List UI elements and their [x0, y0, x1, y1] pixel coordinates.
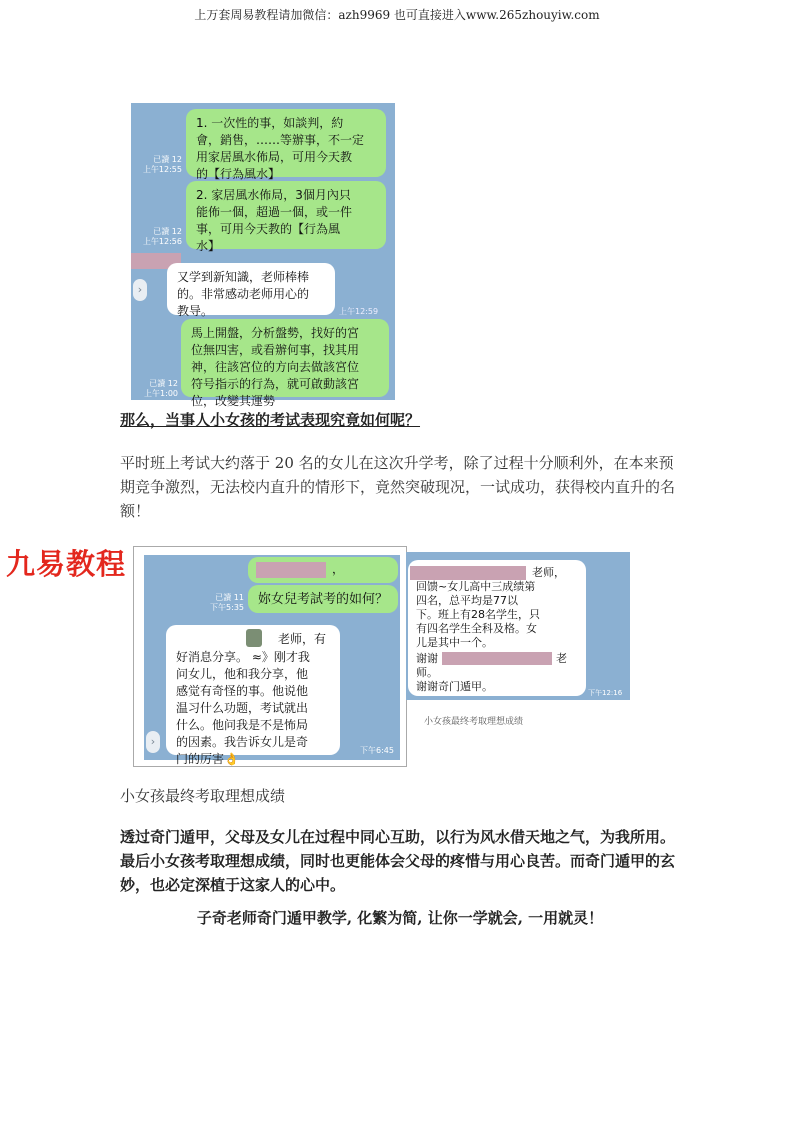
image-caption: 小女孩最终考取理想成绩 — [120, 787, 286, 805]
chat-bubble-4: 馬上開盤，分析盤勢，找好的宮 位無四害，或看辦何事，找其用 神，往該宮位的方向去做該宮位 符号指示的行為，就可啟動該宮 位，改變其運勢 — [181, 319, 389, 397]
paragraph-2: 透过奇门遁甲，父母及女儿在过程中同心互助，以行为风水借天地之气，为我所用。最后小女孩考取理想成绩，同时也更能体会父母的疼惜与用心良苦。而奇门遁甲的玄妙，也必定深植于这家人的心中。 — [120, 828, 676, 894]
chat-bubble-3: 又学到新知識，老师棒棒 的。非常感动老师用心的 教导。 — [167, 263, 335, 315]
read-receipt-2: 已讀 12 上午12:56 — [142, 227, 182, 246]
scroll-arrow[interactable]: › — [133, 279, 147, 301]
redacted-name — [256, 562, 326, 578]
chat-screenshot-3 — [406, 552, 630, 700]
scroll-arrow[interactable]: › — [146, 731, 160, 753]
page-header: 上万套周易教程请加微信：azh9969 也可直接进入www.265zhouyiw.com — [194, 8, 600, 22]
message-time-1: 上午12:59 — [339, 307, 379, 316]
chat2-bubble-name: ， — [248, 557, 398, 583]
section-heading: 那么，当事人小女孩的考试表现究竟如何呢？ — [120, 411, 421, 429]
chat3-time: 下午12:16 — [588, 689, 623, 697]
slogan: 子奇老师奇门遁甲教学, 化繁为简, 让你一学就会, 一用就灵！ — [196, 909, 604, 927]
chat2-time: 下午6:45 — [360, 746, 394, 755]
avatar — [246, 629, 262, 647]
chat3-bubble: 老师， 回馈~女儿高中三成绩第 四名，总平均是77以 下。班上有28名学生，只 有四名学生全科及格。女 儿是其中一个。 谢谢 老 师。 谢谢奇门遁甲。 — [408, 560, 586, 696]
redacted-name — [442, 652, 552, 665]
chat2-read-receipt: 已讀 11 下午5:35 — [210, 593, 244, 612]
chat-bubble-1: 1. 一次性的事，如談判，約 會，銷售，……等辦事，不一定 用家居風水佈局，可用今天教 的【行為風水】 — [186, 109, 386, 177]
chat3-caption: 小女孩最终考取理想成绩 — [424, 717, 524, 727]
chat-bubble-2: 2. 家居風水佈局，3個月內只 能佈一個，超過一個，或一件 事，可用今天教的【行為風 水】 — [186, 181, 386, 249]
read-receipt-3: 已讀 12 上午1:00 — [144, 379, 178, 398]
chat-screenshot-2-frame — [133, 546, 407, 767]
read-receipt-1: 已讀 12 上午12:55 — [142, 155, 182, 174]
chat-screenshot-1 — [131, 103, 395, 408]
chat2-bubble-question: 妳女兒考試考的如何？ — [248, 585, 398, 613]
paragraph-1: 平时班上考试大约落于 20 名的女儿在这次升学考，除了过程十分顺利外，在本来预期竞争激烈，无法校内直升的情形下，竟然突破现况，一试成功，获得校内直升的名额！ — [120, 454, 676, 520]
chat2-bubble-reply: 老师，有 好消息分享。 ≈》刚才我 问女儿，他和我分享，他 感觉有奇怪的事。他说他 温习什么功题，考试就出 什么。他问我是不是怖局 的因素。我告诉女儿是奇 门的厉害👌 — [166, 625, 340, 755]
watermark-logo: 九易教程 — [6, 547, 127, 581]
chat-screenshot-2 — [144, 555, 400, 766]
redacted-name — [410, 566, 526, 580]
